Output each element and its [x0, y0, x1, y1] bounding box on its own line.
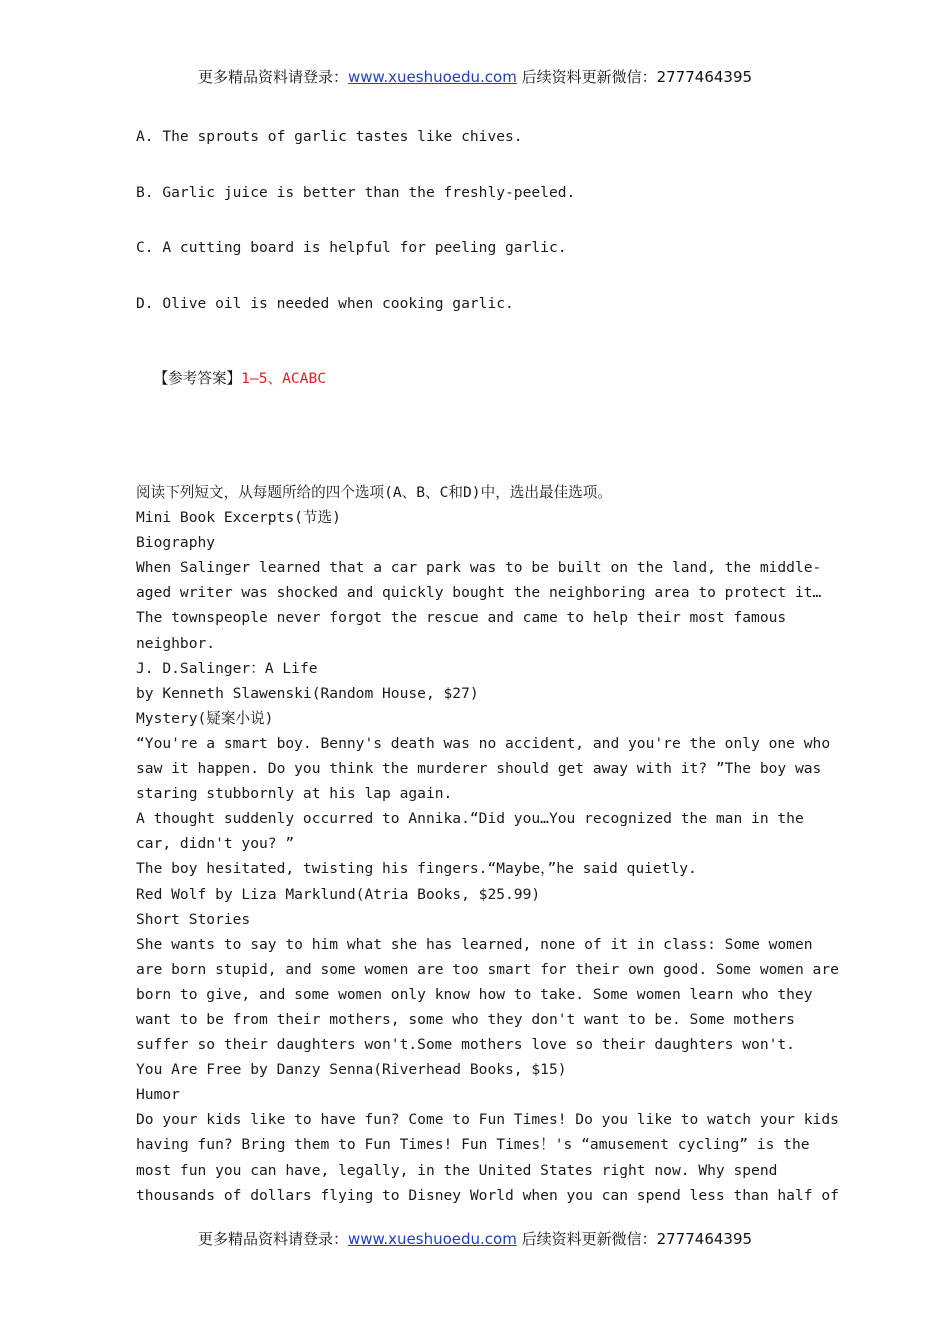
passage-line: are born stupid, and some women are too smart for their own good. Some women are: [136, 960, 839, 978]
option-d: D. Olive oil is needed when cooking garlic.: [136, 295, 514, 312]
header-wechat-info: 后续资料更新微信：2777464395: [516, 68, 753, 86]
section-heading-mystery: Mystery(疑案小说): [136, 709, 274, 727]
answer-key: [136, 350, 326, 388]
answer-label: 【参考答案】: [153, 370, 242, 387]
passage-line: When Salinger learned that a car park was to be built on the land, the middle-: [136, 559, 822, 577]
option-c: C. A cutting board is helpful for peeling garlic.: [136, 239, 567, 256]
book-credit: by Kenneth Slawenski(Random House, $27): [136, 684, 479, 702]
passage-line: She wants to say to him what she has learned, none of it in class: Some women: [136, 935, 813, 953]
passage-title: Mini Book Excerpts(节选): [136, 509, 341, 527]
section-heading-biography: Biography: [136, 534, 216, 552]
passage-line: thousands of dollars flying to Disney World when you can spend less than half of: [136, 1186, 839, 1204]
book-credit: You Are Free by Danzy Senna(Riverhead Books, $15): [136, 1061, 567, 1079]
page-footer: [0, 1228, 950, 1249]
passage-line: most fun you can have, legally, in the United States right now. Why spend: [136, 1161, 778, 1179]
book-credit: Red Wolf by Liza Marklund(Atria Books, $25.99): [136, 885, 541, 903]
passage-line: The townspeople never forgot the rescue and came to help their most famous: [136, 609, 787, 627]
passage-line: Do your kids like to have fun? Come to Fun Times! Do you like to watch your kids: [136, 1111, 839, 1129]
answer-value: 1—5、ACABC: [241, 370, 327, 387]
book-title: J. D.Salinger：A Life: [136, 659, 318, 677]
passage-line: want to be from their mothers, some who they don't want to be. Some mothers: [136, 1010, 795, 1028]
passage-line: A thought suddenly occurred to Annika.“Did you…You recognized the man in the: [136, 810, 804, 828]
footer-prefix: 更多精品资料请登录：: [197, 1230, 348, 1248]
option-a: A. The sprouts of garlic tastes like chives.: [136, 128, 523, 145]
passage-line: having fun? Bring them to Fun Times! Fun Times！'s “amusement cycling” is the: [136, 1136, 810, 1154]
passage-line: suffer so their daughters won't.Some mothers love so their daughters won't.: [136, 1036, 795, 1054]
option-b: B. Garlic juice is better than the freshly-peeled.: [136, 184, 576, 201]
passage-line: staring stubbornly at his lap again.: [136, 785, 453, 803]
passage-line: “You're a smart boy. Benny's death was no accident, and you're the only one who: [136, 734, 831, 752]
reading-passage: [136, 480, 839, 1208]
footer-website-link[interactable]: www.xueshuoedu.com: [347, 1230, 517, 1248]
page-header: [0, 66, 950, 87]
passage-line: car, didn't you? ”: [136, 835, 295, 853]
header-prefix: 更多精品资料请登录：: [197, 68, 348, 86]
passage-line: saw it happen. Do you think the murderer should get away with it? ”The boy was: [136, 760, 822, 778]
passage-line: born to give, and some women only know how to take. Some women learn who they: [136, 985, 813, 1003]
footer-wechat-info: 后续资料更新微信：2777464395: [516, 1230, 753, 1248]
passage-line: The boy hesitated, twisting his fingers.“Maybe，”he said quietly.: [136, 860, 697, 878]
section-heading-humor: Humor: [136, 1086, 180, 1104]
section-heading-short-stories: Short Stories: [136, 910, 251, 928]
header-website-link[interactable]: www.xueshuoedu.com: [347, 68, 517, 86]
passage-line: aged writer was shocked and quickly bought the neighboring area to protect it…: [136, 584, 822, 602]
passage-line: neighbor.: [136, 634, 216, 652]
passage-instruction: 阅读下列短文，从每题所给的四个选项(A、B、C和D)中，选出最佳选项。: [136, 484, 612, 501]
